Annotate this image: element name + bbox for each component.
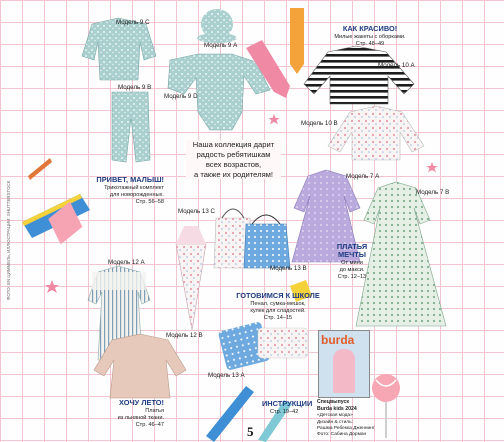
heading-platya-2: МЕЧТЫ — [337, 250, 367, 259]
caption-line-4: Дизайн & стиль: — [317, 419, 353, 425]
label-model-12b: Модель 12 В — [166, 332, 203, 339]
caption-line-3: «Детская мода» — [317, 413, 353, 419]
pages-shkola: Стр. 14–15 — [263, 315, 293, 321]
caption-line-1: Спецвыпуск — [317, 399, 349, 405]
sub-platya-1: От мини — [341, 260, 363, 266]
magazine-cover — [318, 330, 370, 398]
pages-privet: Стр. 56–58 — [135, 199, 164, 205]
label-model-7b: Модель 7 В — [416, 189, 450, 196]
label-model-13b: Модель 13 В — [270, 265, 307, 272]
sub-shkola-2: кулек для сладостей. — [250, 308, 306, 314]
caption-line-5: Рашма Ребекка Дженнинг — [317, 425, 375, 431]
callout-collection — [186, 140, 281, 179]
cover-girl-figure — [333, 349, 355, 393]
label-model-13c: Модель 13 С — [178, 208, 215, 215]
pages-instrukcii: Стр. 19–42 — [270, 409, 299, 415]
label-model-9c: Модель 9 С — [116, 19, 150, 26]
cover-caption — [317, 399, 375, 438]
pages-kak-krasivo: Стр. 48–49 — [355, 41, 385, 47]
label-model-9b: Модель 9 В — [118, 84, 152, 91]
sub-hochu-1: Платья — [145, 408, 164, 414]
label-model-9a: Модель 9 А — [204, 42, 238, 49]
label-model-13a: Модель 13 А — [208, 372, 245, 379]
heading-platya-1: ПЛАТЬЯ — [336, 242, 368, 251]
model-9c-jacket — [82, 18, 156, 80]
heading-shkola: ГОТОВИМСЯ К ШКОЛЕ — [236, 291, 320, 300]
callout-line-2: радость ребятишкам — [196, 149, 271, 159]
caption-line-2: Burda kids 2024 — [317, 406, 357, 413]
pages-hochu: Стр. 46–47 — [135, 422, 164, 428]
page-number: 5 — [247, 424, 254, 439]
heading-hochu-leto: ХОЧУ ЛЕТО! — [119, 398, 164, 407]
heading-instrukcii: ИНСТРУКЦИИ — [262, 399, 313, 408]
sub-platya-2: до макси. — [339, 267, 365, 273]
label-model-12a: Модель 12 А — [108, 259, 145, 266]
sub-shkola-1: Пенал, сумка-мешок, — [250, 301, 306, 307]
sub-privet-2: для новорожденных. — [109, 192, 164, 198]
label-model-9d: Модель 9 D — [164, 93, 198, 100]
photo-credit: ФОТО: EN ЦИММЕЛЬ, ИЛЛЮСТРАЦИИ: SHUTTERSTOCK — [6, 180, 11, 300]
caption-line-6: Фото: Сабина Дорман — [317, 432, 367, 438]
callout-line-1: Наша коллекция дарит — [192, 140, 275, 149]
pages-platya: Стр. 12–13 — [337, 274, 367, 280]
magazine-logo: burda — [321, 333, 355, 347]
sub-hochu-2: из льняной ткани. — [117, 415, 164, 421]
heading-kak-krasivo: КАК КРАСИВО! — [342, 24, 398, 33]
label-model-7a: Модель 7 А — [346, 173, 380, 180]
sub-kak-krasivo: Милые жакеты с оборками. — [334, 34, 406, 40]
callout-line-3: всех возрастов, — [205, 159, 262, 169]
sub-privet-1: Трикотажный комплект — [104, 185, 164, 191]
callout-line-4: а также их родителям! — [193, 169, 274, 179]
label-model-10b: Модель 10 В — [301, 120, 338, 127]
heading-privet: ПРИВЕТ, МАЛЫШ! — [96, 175, 164, 184]
label-model-10a: Модель 10 А — [378, 62, 415, 69]
